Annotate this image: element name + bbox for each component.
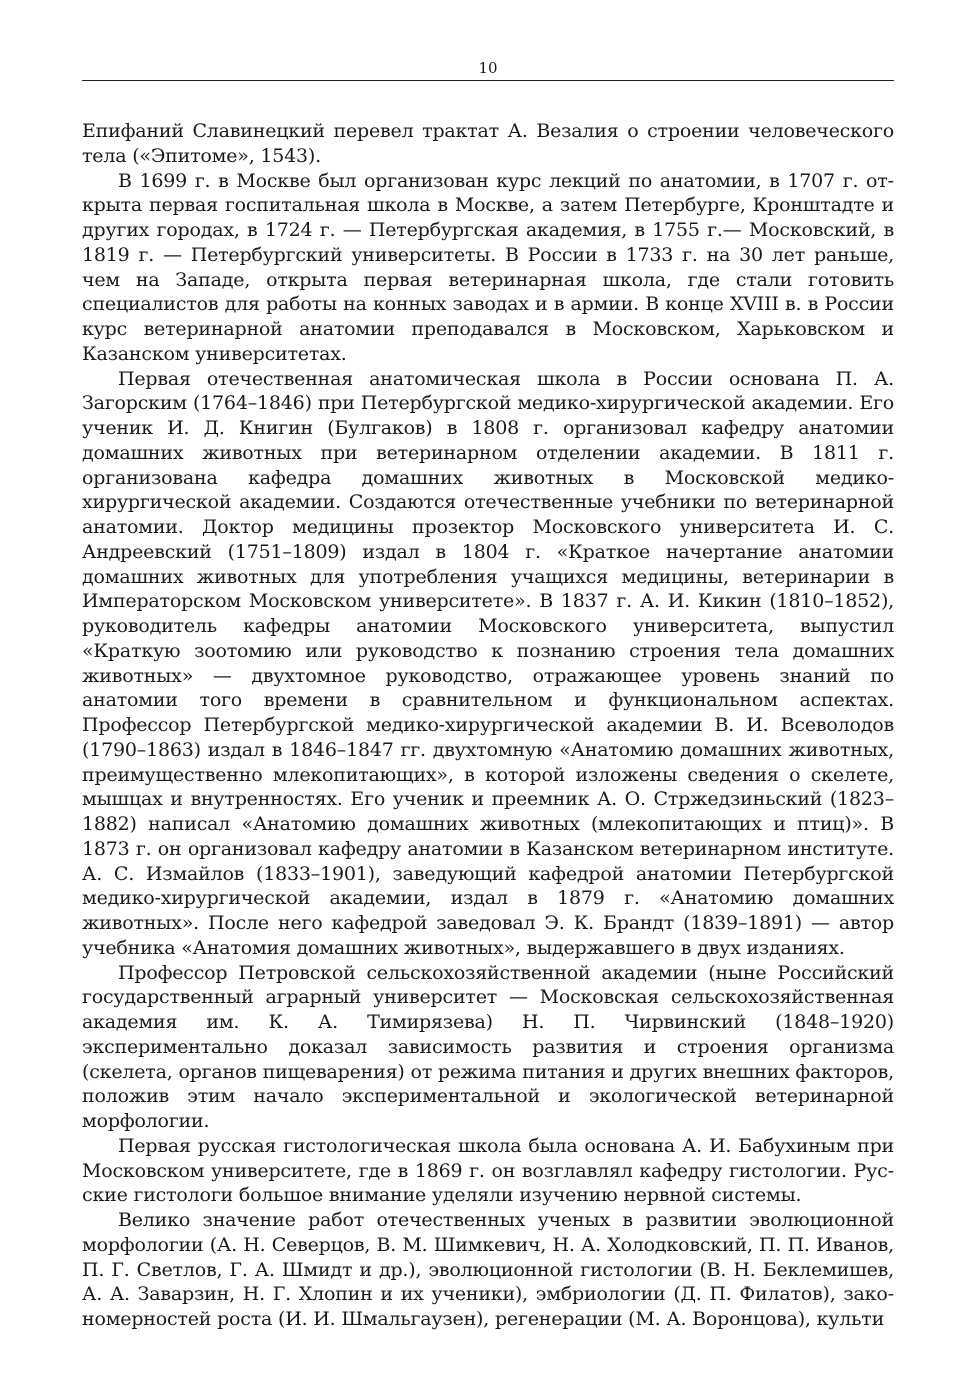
paragraph-3: Первая отечественная анатомическая школа в России основана П. А. Загорским (1764–1846) при Петербургской медико-хирургической академии. Его ученик И. Д. Книгин (Булгаков) в 1808 г. организовал кафедру анатомии домашних животных при ветеринарном отделении академии. В 1811 г. организована кафедра домашних животных в Московской медико-хирургической академии. Создаются отечественные учебники по ветеринарной анатомии. Доктор медицины прозектор Московского университета И. С. Андреевский (1751–1809) издал в 1804 г. «Краткое начертание анатомии домашних животных для употребления учащихся медицины, ветеринарии в Императорском Московском университете». В 1837 г. А. И. Кикин (1810–1852), руководитель кафедры анатомии Московского университета, выпустил «Краткую зоотомию или руководство к познанию строения тела домашних животных» — двухтомное руководство, отражающее уровень знаний по анатомии того времени в сравнительном и функциональном аспектах. Профессор Петербургской медико-хирургической академии В. И. Всеволодов (1790–1863) издал в 1846–1847 гг. двухтомную «Анатомию домашних животных, преимущественно млекопитающих», в которой изложены сведения о скелете, мышцах и внутренностях. Его ученик и преемник А. О. Стржедзиньский (1823–1882) написал «Анатомию домашних животных (млекопитающих и птиц)». В 1873 г. он организовал кафедру анатомии в Казанском ветеринарном институте. А. С. Измайлов (1833–1901), заведующий кафедрой анатомии Петербургской медико-хирургической академии, издал в 1879 г. «Анатомию домашних животных». После него кафедрой заведовал Э. К. Брандт (1839–1891) — автор учебника «Анатомия домашних животных», выдержавшего в двух изданиях.: [82, 367, 894, 959]
page-header: [82, 56, 894, 81]
paragraph-2: В 1699 г. в Москве был организован курс лекций по анатомии, в 1707 г. открыта первая госпитальная школа в Москве, а затем Петербурге, Кронштадте и других городах, в 1724 г. — Петербургская академия, в 1755 г.— Московский, в 1819 г. — Петербургский университеты. В России в 1733 г. на 30 лет раньше, чем на Западе, открыта первая ветеринарная школа, где стали готовить специалистов для работы на конных заводах и в армии. В конце XVIII в. в России курс ветеринарной анатомии преподавался в Московском, Харьковском и Казанском университетах.: [82, 169, 894, 365]
paragraph-1: Епифаний Славинецкий перевел трактат А. Везалия о строении человеческого тела («Эпитоме», 1543).: [82, 120, 894, 167]
paragraph-5: Первая русская гистологическая школа была основана А. И. Бабухиным при Московском университете, где в 1869 г. он возглавлял кафедру гистологии. Русские гистологи большое внимание уделяли изучению нервной системы.: [82, 1134, 894, 1207]
paragraph-6: Велико значение работ отечественных ученых в развитии эволюционной морфологии (А. Н. Северцов, В. М. Шимкевич, Н. А. Холодковский, П. П. Иванов, П. Г. Светлов, Г. А. Шмидт и др.), эволюционной гистологии (В. Н. Беклемишев, А. А. Заварзин, Н. Г. Хлопин и их ученики), эмбриологии (Д. П. Филатов), закономерностей роста (И. И. Шмальгаузен), регенерации (М. А. Воронцова), культи: [82, 1209, 894, 1330]
page-body: [82, 119, 894, 1332]
paragraph-4: Профессор Петровской сельскохозяйственной академии (ныне Российский государственный аграрный университет — Московская сельскохозяйственная академия им. К. А. Тимирязева) Н. П. Чирвинский (1848–1920) экспериментально доказал зависимость развития и строения организма (скелета, органов пищеварения) от режима питания и других внешних факторов, положив этим начало экспериментальной и экологической ветеринарной морфологии.: [82, 961, 894, 1132]
page-number: 10: [478, 59, 498, 77]
